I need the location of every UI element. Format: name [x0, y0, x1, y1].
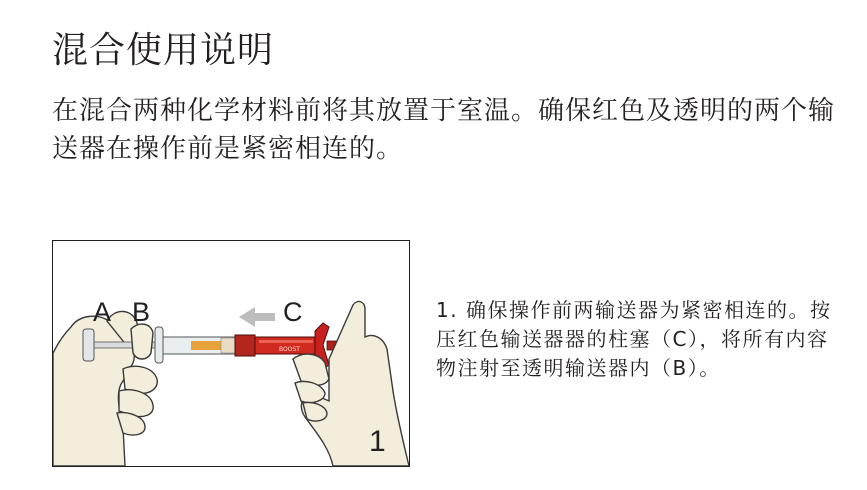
left-thumb-icon [131, 324, 153, 359]
paste-fill [191, 341, 221, 350]
syringe-print: BOOST [279, 346, 300, 353]
label-b: B [132, 297, 151, 327]
label-a: A [93, 297, 112, 327]
syringe-illustration-svg [53, 241, 409, 466]
step-1-instruction: 1. 确保操作前两输送器为紧密相连的。按压红色输送器器的柱塞（C），将所有内容物注射至透明输送器内（B）。 [436, 298, 832, 380]
right-hand-icon [293, 302, 409, 466]
syringe-illustration [52, 240, 410, 467]
page-title: 混合使用说明 [52, 30, 275, 71]
intro-paragraph: 在混合两种化学材料前将其放置于室温。确保红色及透明的两个输送器在操作前是紧密相连的。 [52, 96, 836, 164]
label-c: C [283, 297, 303, 327]
step-number: 1 [369, 425, 386, 458]
push-direction-arrow-icon [239, 307, 275, 327]
